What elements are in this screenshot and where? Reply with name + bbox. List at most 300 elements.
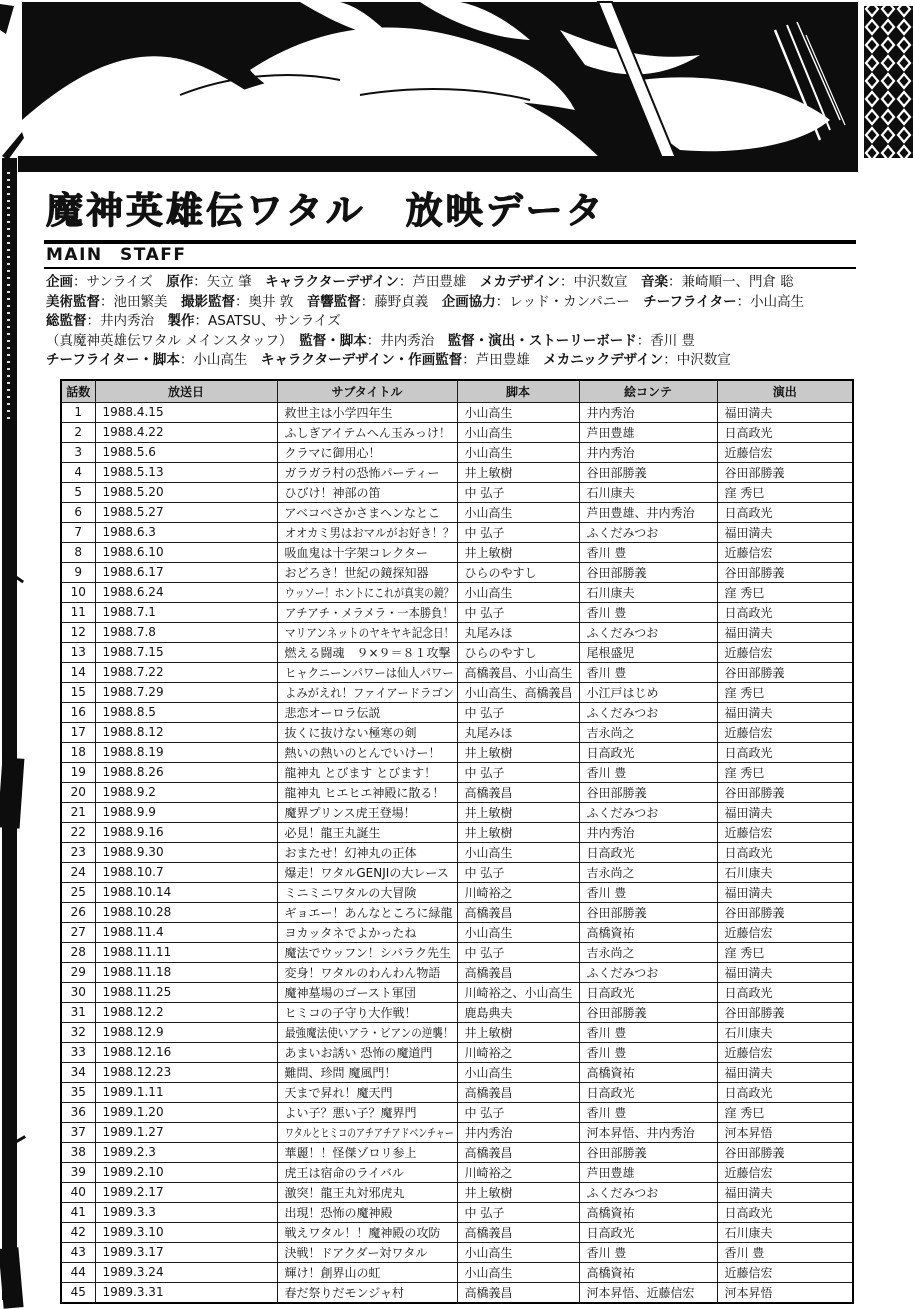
subtitle: アベコベさかさまヘンなとこ [277,502,457,522]
script-writer: 小山高生 [457,842,579,862]
script-writer: ひらのやすし [457,562,579,582]
storyboard: 石川康夫 [579,482,717,502]
script-writer: 中 弘子 [457,862,579,882]
storyboard: ふくだみつお [579,702,717,722]
episode-number: 30 [61,982,95,1002]
script-writer: 丸尾みほ [457,622,579,642]
air-date: 1988.6.10 [95,542,277,562]
episode-number: 23 [61,842,95,862]
air-date: 1988.11.11 [95,942,277,962]
script-writer: 小山高生 [457,422,579,442]
subtitle: 抜くに抜けない極寒の剣 [277,722,457,742]
director: 窪 秀巳 [717,942,853,962]
episode-row [61,1202,853,1222]
air-date: 1988.4.15 [95,402,277,422]
script-writer: 小山高生 [457,1262,579,1282]
air-date: 1988.9.16 [95,822,277,842]
subtitle: ヒャクニーンパワーは仙人パワー [277,662,457,682]
director: 窪 秀巳 [717,682,853,702]
air-date: 1989.3.3 [95,1202,277,1222]
subtitle: 魔界プリンス虎王登場！ [277,802,457,822]
episode-number: 40 [61,1182,95,1202]
script-writer: 小山高生 [457,922,579,942]
storyboard: 小江戸はじめ [579,682,717,702]
air-date: 1988.11.4 [95,922,277,942]
script-writer: 井上敏樹 [457,822,579,842]
script-writer: 川崎裕之 [457,1042,579,1062]
episode-row [61,742,853,762]
page-content [44,178,856,1304]
storyboard: 芦田豊雄 [579,1162,717,1182]
episode-row [61,1122,853,1142]
episode-row [61,762,853,782]
episode-row [61,862,853,882]
air-date: 1988.10.7 [95,862,277,882]
air-date: 1988.10.14 [95,882,277,902]
storyboard: 香川 豊 [579,1242,717,1262]
episode-number: 15 [61,682,95,702]
script-writer: 井上敏樹 [457,1022,579,1042]
director: 近藤信宏 [717,1162,853,1182]
air-date: 1989.3.24 [95,1262,277,1282]
episode-number: 19 [61,762,95,782]
episode-row [61,542,853,562]
air-date: 1988.7.29 [95,682,277,702]
air-date: 1988.10.28 [95,902,277,922]
script-writer: 高橋義昌、小山高生 [457,662,579,682]
director: 日高政光 [717,842,853,862]
storyboard: ふくだみつお [579,522,717,542]
subtitle: 決戦！ドアクダー対ワタル [277,1242,457,1262]
subtitle: ギョエー！あんなところに緑龍 [277,902,457,922]
storyboard: 谷田部勝義 [579,462,717,482]
episode-number: 12 [61,622,95,642]
episode-row [61,922,853,942]
episode-number: 8 [61,542,95,562]
script-writer: 川崎裕之 [457,1162,579,1182]
episode-number: 35 [61,1082,95,1102]
director: 福田満夫 [717,622,853,642]
manga-artwork [0,0,913,172]
script-writer: 高橋義昌 [457,962,579,982]
episode-row [61,1242,853,1262]
storyboard: 日高政光 [579,982,717,1002]
episode-row [61,482,853,502]
storyboard: 日高政光 [579,1082,717,1102]
storyboard: 芦田豊雄、井内秀治 [579,502,717,522]
script-writer: 高橋義昌 [457,1282,579,1303]
episode-row [61,982,853,1002]
script-writer: 小山高生 [457,402,579,422]
spine-scratch [14,1135,26,1144]
script-writer: 高橋義昌 [457,1222,579,1242]
episode-number: 38 [61,1142,95,1162]
manga-artwork-drawing [0,0,913,172]
director: 日高政光 [717,742,853,762]
storyboard: ふくだみつお [579,802,717,822]
subtitle: アチアチ・メラメラ・一本勝負！ [277,602,457,622]
script-writer: 中 弘子 [457,482,579,502]
director: 福田満夫 [717,702,853,722]
episode-number: 13 [61,642,95,662]
episode-number: 7 [61,522,95,542]
air-date: 1988.6.17 [95,562,277,582]
script-writer: 高橋義昌 [457,902,579,922]
subtitle: ふしぎアイテムへん玉みっけ！ [277,422,457,442]
director: 河本昇悟 [717,1122,853,1142]
air-date: 1988.9.30 [95,842,277,862]
air-date: 1988.7.22 [95,662,277,682]
subtitle: マリアンネットのヤキヤキ記念日！ [277,622,457,642]
director: 河本昇悟 [717,1282,853,1303]
storyboard: 谷田部勝義 [579,1002,717,1022]
air-date: 1989.1.20 [95,1102,277,1122]
director: 日高政光 [717,1082,853,1102]
storyboard: 高橋資祐 [579,922,717,942]
column-header: サブタイトル [277,380,457,403]
director: 近藤信宏 [717,542,853,562]
episode-number: 29 [61,962,95,982]
episode-row [61,442,853,462]
script-writer: 小山高生 [457,1062,579,1082]
episode-row [61,622,853,642]
air-date: 1988.8.5 [95,702,277,722]
script-writer: 井上敏樹 [457,742,579,762]
director: 近藤信宏 [717,442,853,462]
storyboard: ふくだみつお [579,622,717,642]
air-date: 1989.1.11 [95,1082,277,1102]
episode-row [61,1042,853,1062]
episode-row [61,1062,853,1082]
episode-number: 4 [61,462,95,482]
script-writer: 井上敏樹 [457,802,579,822]
storyboard: 香川 豊 [579,1022,717,1042]
episode-row [61,1162,853,1182]
director: 谷田部勝義 [717,562,853,582]
episode-row [61,1222,853,1242]
episode-number: 44 [61,1262,95,1282]
episode-number: 6 [61,502,95,522]
subtitle: おまたせ！幻神丸の正体 [277,842,457,862]
director: 窪 秀巳 [717,1102,853,1122]
director: 日高政光 [717,982,853,1002]
air-date: 1988.7.1 [95,602,277,622]
episode-row [61,422,853,442]
episode-row [61,1142,853,1162]
air-date: 1989.3.17 [95,1242,277,1262]
director: 日高政光 [717,422,853,442]
subtitle: 悲恋オーロラ伝説 [277,702,457,722]
staff-line: 美術監督：池田繁美 撮影監督：奥井 敦 音響監督：藤野貞義 企画協力：レッド・カンパニー チーフライター：小山高生 [46,293,805,310]
subtitle: 龍神丸 ヒエヒエ神殿に散る！ [277,782,457,802]
subtitle: 龍神丸 とびます とびます！ [277,762,457,782]
script-writer: 中 弘子 [457,522,579,542]
air-date: 1988.5.6 [95,442,277,462]
air-date: 1988.4.22 [95,422,277,442]
storyboard: 井内秀治 [579,402,717,422]
episode-row [61,942,853,962]
director: 谷田部勝義 [717,782,853,802]
director: 石川康夫 [717,862,853,882]
column-header: 話数 [61,380,95,403]
director: 石川康夫 [717,1222,853,1242]
staff-line: チーフライター・脚本：小山高生 キャラクターデザイン・作画監督：芦田豊雄 メカニックデザイン：中沢数宣 [46,352,731,368]
director: 福田満夫 [717,1062,853,1082]
episode-number: 16 [61,702,95,722]
director: 近藤信宏 [717,922,853,942]
script-writer: 中 弘子 [457,762,579,782]
director: 近藤信宏 [717,642,853,662]
episode-number: 10 [61,582,95,602]
episode-number: 1 [61,402,95,422]
air-date: 1988.6.24 [95,582,277,602]
director: 日高政光 [717,1202,853,1222]
storyboard: 谷田部勝義 [579,782,717,802]
subtitle: 最強魔法使いアラ・ビアンの逆襲！ [277,1022,457,1042]
script-writer: 井内秀治 [457,1122,579,1142]
episode-number: 24 [61,862,95,882]
subtitle: ミニミニワタルの大冒険 [277,882,457,902]
air-date: 1988.7.15 [95,642,277,662]
page-title: 魔神英雄伝ワタル 放映データ [46,189,606,232]
episode-row [61,522,853,542]
storyboard: 香川 豊 [579,1042,717,1062]
episode-number: 36 [61,1102,95,1122]
episode-number: 34 [61,1062,95,1082]
storyboard: 河本昇悟、井内秀治 [579,1122,717,1142]
storyboard: 香川 豊 [579,1102,717,1122]
subtitle: 必見！龍王丸誕生 [277,822,457,842]
column-header: 脚本 [457,380,579,403]
episode-row [61,682,853,702]
director: 窪 秀巳 [717,482,853,502]
script-writer: 小山高生、高橋義昌 [457,682,579,702]
storyboard: 吉永尚之 [579,862,717,882]
staff-credits [46,273,856,371]
episode-number: 41 [61,1202,95,1222]
script-writer: 川崎裕之 [457,882,579,902]
director: 福田満夫 [717,802,853,822]
episode-table-header [61,380,853,403]
episode-row [61,582,853,602]
episode-number: 11 [61,602,95,622]
script-writer: 丸尾みほ [457,722,579,742]
episode-row [61,902,853,922]
script-writer: 鹿島典夫 [457,1002,579,1022]
air-date: 1988.8.26 [95,762,277,782]
director: 福田満夫 [717,1182,853,1202]
air-date: 1988.9.9 [95,802,277,822]
storyboard: 香川 豊 [579,762,717,782]
storyboard: 谷田部勝義 [579,1142,717,1162]
episode-number: 43 [61,1242,95,1262]
subtitle: よい子？悪い子？魔界門 [277,1102,457,1122]
episode-number: 20 [61,782,95,802]
storyboard: 日高政光 [579,1222,717,1242]
director: 日高政光 [717,602,853,622]
script-writer: 中 弘子 [457,602,579,622]
subtitle: おどろき！世紀の鏡探知器 [277,562,457,582]
header-row [61,380,853,403]
episode-row [61,882,853,902]
main-staff-heading: MAIN STAFF [44,240,856,269]
subtitle: クラマに御用心！ [277,442,457,462]
subtitle: 春だ祭りだモンジャ村 [277,1282,457,1303]
episode-row [61,562,853,582]
episode-row [61,782,853,802]
air-date: 1988.11.25 [95,982,277,1002]
episode-number: 37 [61,1122,95,1142]
director: 近藤信宏 [717,1262,853,1282]
episode-row [61,502,853,522]
episode-number: 33 [61,1042,95,1062]
subtitle: 救世主は小学四年生 [277,402,457,422]
storyboard: ふくだみつお [579,1182,717,1202]
director: 谷田部勝義 [717,462,853,482]
air-date: 1988.12.2 [95,1002,277,1022]
script-writer: 井上敏樹 [457,462,579,482]
script-writer: 川崎裕之、小山高生 [457,982,579,1002]
storyboard: ふくだみつお [579,962,717,982]
air-date: 1989.2.17 [95,1182,277,1202]
air-date: 1988.5.27 [95,502,277,522]
episode-row [61,462,853,482]
episode-row [61,1282,853,1303]
episode-number: 3 [61,442,95,462]
episode-row [61,1022,853,1042]
script-writer: 中 弘子 [457,1102,579,1122]
script-writer: 井上敏樹 [457,1182,579,1202]
subtitle: 華麗！！怪傑ゾロリ参上 [277,1142,457,1162]
episode-number: 2 [61,422,95,442]
director: 福田満夫 [717,402,853,422]
episode-row [61,642,853,662]
episode-row [61,802,853,822]
episode-number: 45 [61,1282,95,1303]
storyboard: 井内秀治 [579,822,717,842]
subtitle: 天まで昇れ！魔天門 [277,1082,457,1102]
episode-row [61,662,853,682]
episode-number: 22 [61,822,95,842]
director: 谷田部勝義 [717,902,853,922]
episode-number: 9 [61,562,95,582]
subtitle: 熱いの熱いのとんでいけー！ [277,742,457,762]
episode-table [60,379,854,1304]
episode-row [61,962,853,982]
spine-micro-text [7,172,10,422]
subtitle: よみがえれ！ファイアードラゴン [277,682,457,702]
episode-row [61,402,853,422]
script-writer: 小山高生 [457,582,579,602]
episode-number: 39 [61,1162,95,1182]
director: 石川康夫 [717,1022,853,1042]
subtitle: 吸血鬼は十字架コレクター [277,542,457,562]
director: 窪 秀巳 [717,762,853,782]
air-date: 1989.1.27 [95,1122,277,1142]
subtitle: あまいお誘い 恐怖の魔道門 [277,1042,457,1062]
episode-row [61,1002,853,1022]
director: 香川 豊 [717,1242,853,1262]
spine-ink-blob [0,757,24,828]
subtitle: オオカミ男はおマルがお好き！？ [277,522,457,542]
episode-number: 27 [61,922,95,942]
storyboard: 日高政光 [579,742,717,762]
subtitle: 難問、珍問 魔風門！ [277,1062,457,1082]
episode-row [61,702,853,722]
air-date: 1989.3.10 [95,1222,277,1242]
column-header: 演出 [717,380,853,403]
storyboard: 芦田豊雄 [579,422,717,442]
storyboard: 高橋資祐 [579,1062,717,1082]
subtitle: 出現！恐怖の魔神殿 [277,1202,457,1222]
storyboard: 香川 豊 [579,542,717,562]
episode-number: 17 [61,722,95,742]
storyboard: 香川 豊 [579,662,717,682]
staff-line: 企画：サンライズ 原作：矢立 肇 キャラクターデザイン：芦田豊雄 メカデザイン：中沢数宣 音楽：兼崎順一、門倉 聡 [46,274,794,290]
director: 谷田部勝義 [717,1002,853,1022]
air-date: 1988.5.13 [95,462,277,482]
air-date: 1988.9.2 [95,782,277,802]
storyboard: 高橋資祐 [579,1202,717,1222]
subtitle: 魔法でウッフン！シバラク先生 [277,942,457,962]
director: 谷田部勝義 [717,662,853,682]
column-header: 絵コンテ [579,380,717,403]
episode-row [61,1102,853,1122]
episode-row [61,602,853,622]
air-date: 1989.2.10 [95,1162,277,1182]
subtitle: 燃える闘魂 ９×９＝８１攻撃 [277,642,457,662]
subtitle: ヨカッタネでよかったね [277,922,457,942]
page-binding-spine [2,158,17,1300]
director: 谷田部勝義 [717,1142,853,1162]
subtitle: ヒミコの子守り大作戦！ [277,1002,457,1022]
director: 窪 秀巳 [717,582,853,602]
air-date: 1988.7.8 [95,622,277,642]
subtitle: ひびけ！神部の笛 [277,482,457,502]
storyboard: 河本昇悟、近藤信宏 [579,1282,717,1303]
script-writer: 高橋義昌 [457,1082,579,1102]
subtitle: ガラガラ村の恐怖パーティー [277,462,457,482]
director: 近藤信宏 [717,722,853,742]
spine-scratch [15,576,24,584]
script-writer: 小山高生 [457,442,579,462]
episode-row [61,1262,853,1282]
director: 福田満夫 [717,522,853,542]
air-date: 1988.8.19 [95,742,277,762]
episode-number: 42 [61,1222,95,1242]
subtitle: 虎王は宿命のライバル [277,1162,457,1182]
director: 日高政光 [717,502,853,522]
storyboard: 吉永尚之 [579,722,717,742]
air-date: 1988.8.12 [95,722,277,742]
episode-row [61,1082,853,1102]
subtitle: 戦えワタル！！魔神殿の攻防 [277,1222,457,1242]
storyboard: 谷田部勝義 [579,562,717,582]
script-writer: 小山高生 [457,1242,579,1262]
episode-number: 14 [61,662,95,682]
storyboard: 谷田部勝義 [579,902,717,922]
script-writer: 小山高生 [457,502,579,522]
episode-number: 26 [61,902,95,922]
script-writer: 井上敏樹 [457,542,579,562]
storyboard: 高橋資祐 [579,1262,717,1282]
storyboard: 香川 豊 [579,882,717,902]
episode-row [61,842,853,862]
episode-number: 21 [61,802,95,822]
staff-line: （真魔神英雄伝ワタル メインスタッフ） 監督・脚本：井内秀治 監督・演出・ストーリーボード：香川 豊 [46,332,696,349]
episode-row [61,1182,853,1202]
air-date: 1988.12.16 [95,1042,277,1062]
